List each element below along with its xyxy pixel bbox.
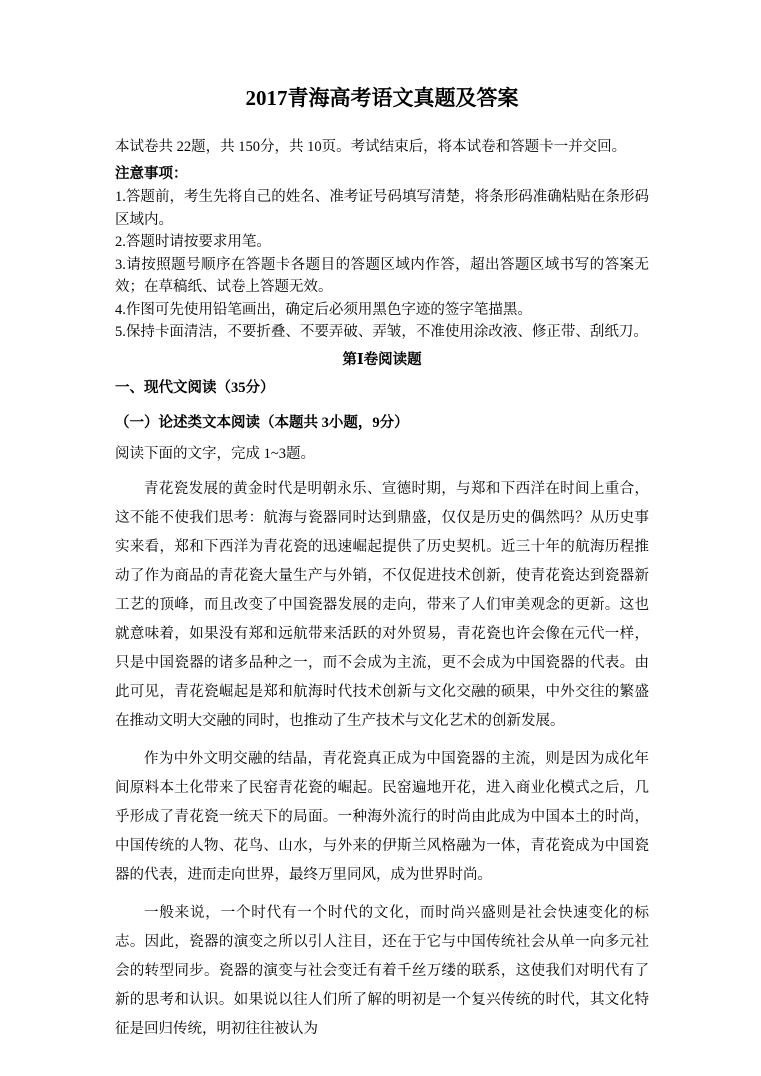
notice-item-1: 1.答题前，考生先将自己的姓名、准考证号码填写清楚，将条形码准确粘贴在条形码区域内。 [115, 189, 649, 228]
document-title: 2017青海高考语文真题及答案 [245, 86, 519, 110]
notice-heading: 注意事项： [115, 166, 188, 182]
notice-item-3: 3.请按照题号顺序在答题卡各题目的答题区域内作答，超出答题区域书写的答案无效；在草稿纸、试卷上答题无效。 [115, 256, 649, 295]
body-paragraph-1: 青花瓷发展的黄金时代是明朝永乐、宣德时期，与郑和下西洋在时间上重合，这不能不使我们思考：航海与瓷器同时达到鼎盛，仅仅是历史的偶然吗？从历史事实来看，郑和下西洋为青花瓷的迅速崛起提供了历史契机。近三十年的航海历程推动了作为商品的青花瓷大量生产与外销，不仅促进技术创新，使青花瓷达到瓷器新工艺的顶峰，而且改变了中国瓷器发展的走向，带来了人们审美观念的更新。这也就意味着，如果没有郑和远航带来活跃的对外贸易，青花瓷也许会像在元代一样，只是中国瓷器的诸多品种之一，而不会成为主流，更不会成为中国瓷器的代表。由此可见，青花瓷崛起是郑和航海时代技术创新与文化交融的硕果，中外交往的繁盛在推动文明大交融的同时，也推动了生产技术与文化艺术的创新发展。 [115, 480, 649, 729]
subpart-heading-argumentative-text: （一）论述类文本阅读（本题共 3小题，9分） [115, 414, 409, 431]
notice-item-2: 2.答题时请按要求用笔。 [115, 234, 271, 250]
body-paragraph-3: 一般来说，一个时代有一个时代的文化，而时尚兴盛则是社会快速变化的标志。因此，瓷器的演变之所以引人注目，还在于它与中国传统社会从单一向多元社会的转型同步。瓷器的演变与社会变迁有着千丝万缕的联系，这使我们对明代有了新的思考和认识。如果说以往人们所了解的明初是一个复兴传统的时代，其文化特征是回归传统，明初往往被认为 [115, 904, 649, 1037]
notice-item-5: 5.保持卡面清洁，不要折叠、不要弄破、弄皱，不准使用涂改液、修正带、刮纸刀。 [115, 324, 648, 340]
exam-intro-text: 本试卷共 22题，共 150分，共 10页。考试结束后，将本试卷和答题卡一并交回。 [115, 139, 627, 155]
reading-instruction: 阅读下面的文字，完成 1~3题。 [115, 445, 315, 462]
notice-item-4: 4.作图可先使用铅笔画出，确定后必须用黑色字迹的签字笔描黑。 [115, 301, 532, 318]
body-paragraph-2: 作为中外文明交融的结晶，青花瓷真正成为中国瓷器的主流，则是因为成化年间原料本土化带来了民窑青花瓷的崛起。民窑遍地开花，进入商业化模式之后，几乎形成了青花瓷一统天下的局面。一种海外流行的时尚由此成为中国本土的时尚，中国传统的人物、花鸟、山水，与外来的伊斯兰风格融为一体，青花瓷成为中国瓷器的代表，进而走向世界，最终万里同风，成为世界时尚。 [115, 750, 649, 883]
section-title-volume-1: 第Ⅰ卷阅读题 [342, 351, 422, 368]
part-heading-modern-reading: 一、现代文阅读（35分） [115, 379, 275, 396]
